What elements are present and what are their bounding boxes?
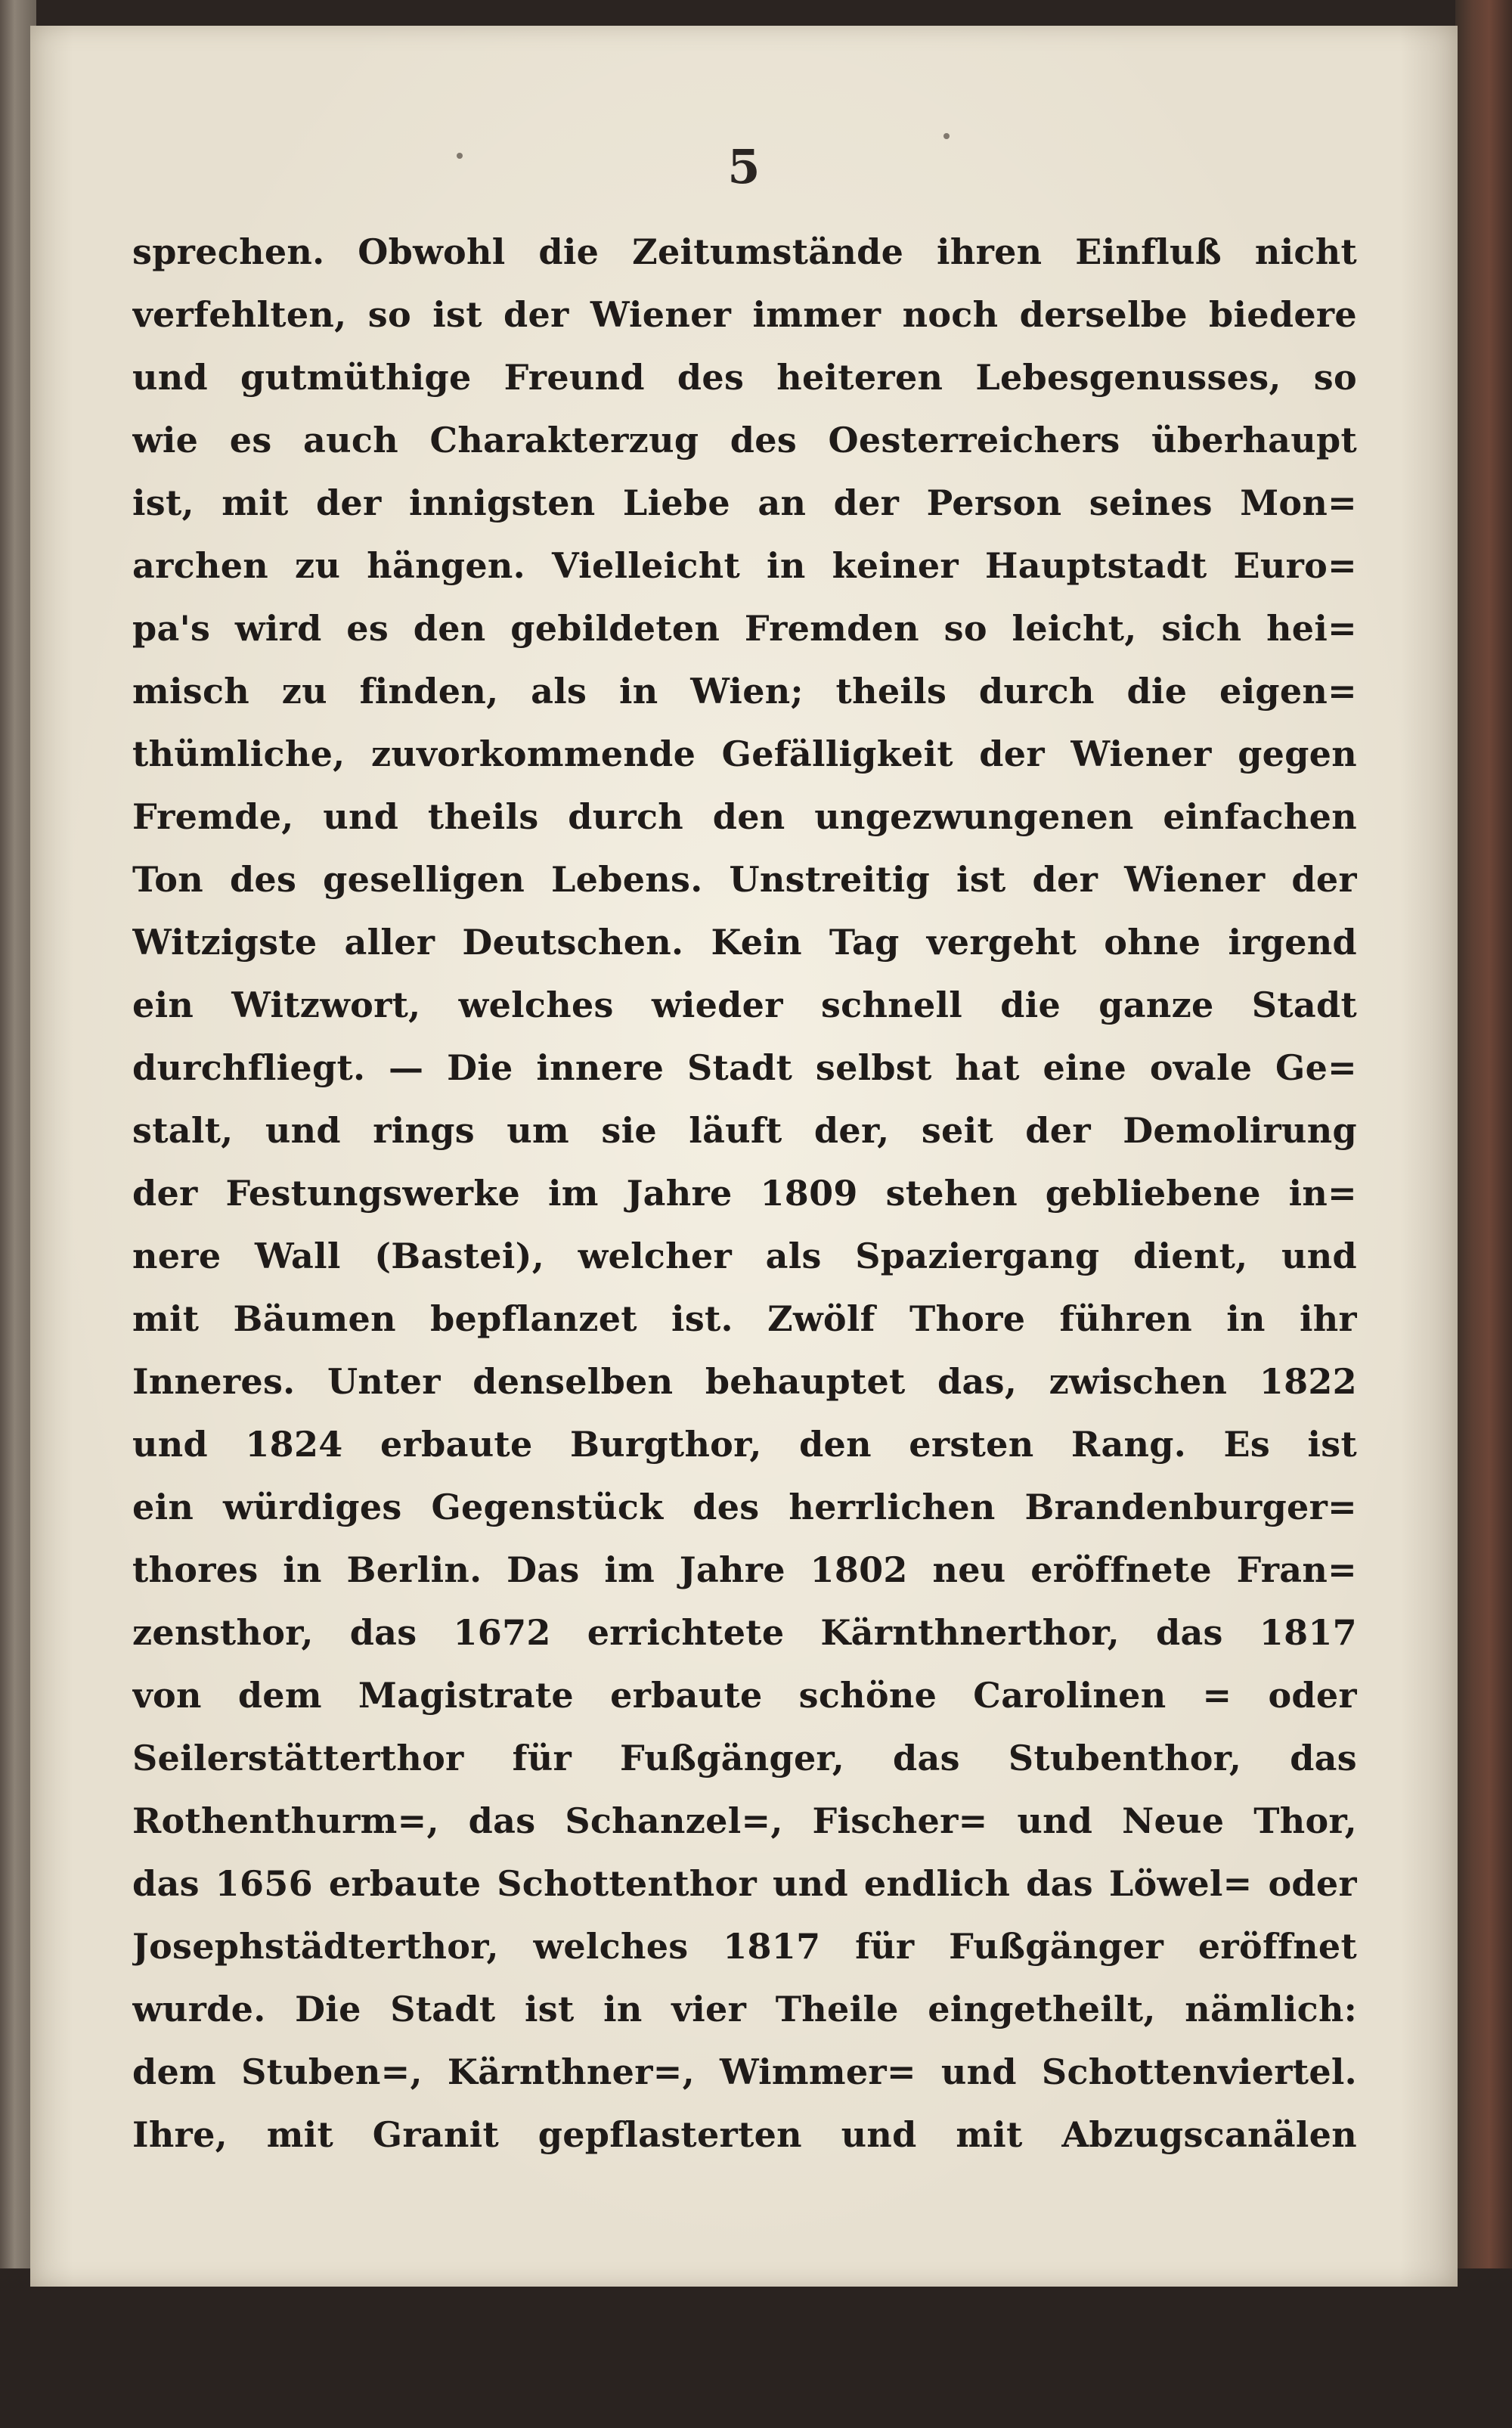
page-number: 5 [727,139,761,194]
text-line: und gutmüthige Freund des heiteren Lebesgenusses, so [132,357,1357,398]
body-text [132,221,1357,2166]
text-line: pa's wird es den gebildeten Fremden so leicht, sich hei= [132,608,1357,649]
text-line: Ihre, mit Granit gepflasterten und mit Abzugscanälen [132,2114,1357,2155]
text-line: und 1824 erbaute Burgthor, den ersten Rang. Es ist [132,1424,1357,1465]
text-line: Josephstädterthor, welches 1817 für Fußgänger eröffnet [132,1926,1357,1967]
text-line: ein Witzwort, welches wieder schnell die ganze Stadt [132,985,1357,1025]
paper-speck [457,153,463,159]
text-line: ein würdiges Gegenstück des herrlichen Brandenburger= [132,1487,1357,1527]
text-line: Fremde, und theils durch den ungezwungenen einfachen [132,796,1357,837]
text-line: durchfliegt. — Die innere Stadt selbst hat eine ovale Ge= [132,1047,1357,1088]
text-line: das 1656 erbaute Schottenthor und endlich das Löwel= oder [132,1863,1357,1904]
text-line: Witzigste aller Deutschen. Kein Tag vergeht ohne irgend [132,922,1357,963]
book-bottom-shadow [0,2268,1512,2428]
text-line: Seilerstätterthor für Fußgänger, das Stubenthor, das [132,1738,1357,1778]
book-cover-right-edge [1455,0,1512,2428]
text-line: misch zu finden, als in Wien; theils durch die eigen= [132,671,1357,712]
text-line: Ton des geselligen Lebens. Unstreitig ist der Wiener der [132,859,1357,900]
text-line: der Festungswerke im Jahre 1809 stehen gebliebene in= [132,1173,1357,1214]
book-page [30,26,1458,2287]
paper-speck [943,133,950,139]
text-line: thümliche, zuvorkommende Gefälligkeit der Wiener gegen [132,733,1357,774]
text-line: wurde. Die Stadt ist in vier Theile eingetheilt, nämlich: [132,1989,1357,2030]
text-line: wie es auch Charakterzug des Oesterreichers überhaupt [132,420,1357,460]
text-line: zensthor, das 1672 errichtete Kärnthnerthor, das 1817 [132,1612,1357,1653]
text-line: Rothenthurm=, das Schanzel=, Fischer= und Neue Thor, [132,1800,1357,1841]
text-line: archen zu hängen. Vielleicht in keiner Hauptstadt Euro= [132,545,1357,586]
text-line: thores in Berlin. Das im Jahre 1802 neu eröffnete Fran= [132,1549,1357,1590]
text-line: nere Wall (Bastei), welcher als Spaziergang dient, und [132,1236,1357,1276]
text-line: verfehlten, so ist der Wiener immer noch derselbe biedere [132,294,1357,335]
text-line: dem Stuben=, Kärnthner=, Wimmer= und Schottenviertel. [132,2051,1357,2092]
text-line: sprechen. Obwohl die Zeitumstände ihren Einfluß nicht [132,231,1357,272]
text-line: von dem Magistrate erbaute schöne Carolinen = oder [132,1675,1357,1716]
text-line: Inneres. Unter denselben behauptet das, zwischen 1822 [132,1361,1357,1402]
text-line: stalt, und rings um sie läuft der, seit der Demolirung [132,1110,1357,1151]
text-line: ist, mit der innigsten Liebe an der Person seines Mon= [132,482,1357,523]
text-line: mit Bäumen bepflanzet ist. Zwölf Thore führen in ihr [132,1298,1357,1339]
